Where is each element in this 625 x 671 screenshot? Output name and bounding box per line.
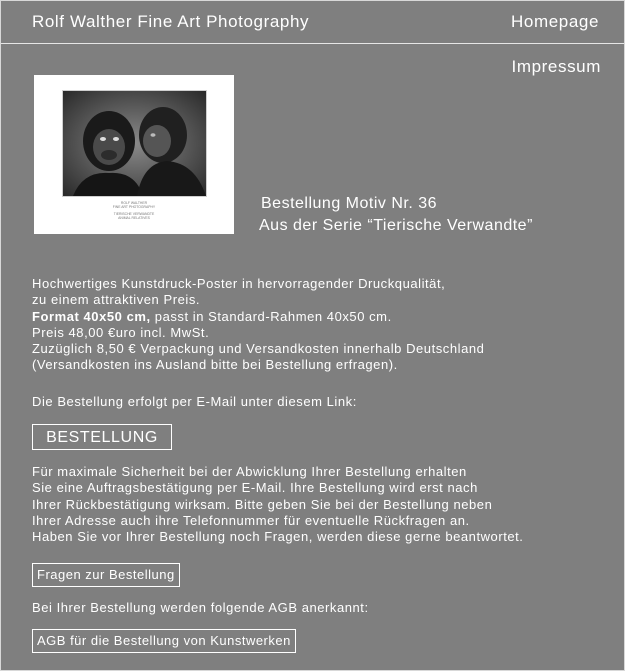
header-bar [1, 1, 624, 44]
poster-caption-sub: FINE ART PHOTOGRAPHY [112, 205, 156, 209]
security-info [32, 464, 523, 545]
product-description [32, 276, 484, 374]
order-link-intro: Die Bestellung erfolgt per E-Mail unter diesem Link: [32, 394, 357, 409]
poster-caption-series: TIERISCHE VERWANDTE [113, 212, 155, 216]
questions-button[interactable]: Fragen zur Bestellung [32, 563, 180, 587]
agb-button[interactable]: AGB für die Bestellung von Kunstwerken [32, 629, 296, 653]
bonobo-photo [62, 90, 207, 197]
description-format-line [32, 309, 484, 325]
security-line: Ihrer Adresse auch ihre Telefonnummer für eventuelle Rückfragen an. [32, 512, 470, 528]
nav-link-homepage[interactable]: Homepage [511, 12, 599, 31]
format-rest: passt in Standard-Rahmen 40x50 cm. [150, 308, 392, 324]
description-line: zu einem attraktiven Preis. [32, 292, 201, 308]
description-shipping-line: Zuzüglich 8,50 € Verpackung und Versandkosten innerhalb Deutschland [32, 341, 485, 357]
poster-caption-name: ROLF WALTHER [120, 201, 148, 205]
description-line: Hochwertiges Kunstdruck-Poster in hervorragender Druckqualität, [32, 276, 446, 291]
order-series: Aus der Serie “Tierische Verwandte” [259, 217, 533, 234]
poster-preview [34, 75, 234, 234]
security-line: Haben Sie vor Ihrer Bestellung noch Fragen, werden diese gerne beantwortet. [32, 529, 524, 545]
description-price-line: Preis 48,00 €uro incl. MwSt. [32, 324, 210, 340]
order-title: Bestellung Motiv Nr. 36 [261, 195, 438, 212]
order-button[interactable]: BESTELLUNG [32, 424, 172, 450]
site-title: Rolf Walther Fine Art Photography [32, 12, 310, 31]
format-bold: Format 40x50 cm, [32, 308, 151, 324]
security-line: Sie eine Auftragsbestätigung per E-Mail. Ihre Bestellung wird erst nach [32, 480, 478, 496]
description-shipping-abroad-line: (Versandkosten ins Ausland bitte bei Bestellung erfragen). [32, 357, 398, 373]
bonobo-photo-image [63, 91, 206, 196]
security-line: Ihrer Rückbestätigung wirksam. Bitte geben Sie bei der Bestellung neben [32, 496, 493, 512]
agb-intro: Bei Ihrer Bestellung werden folgende AGB anerkannt: [32, 600, 369, 615]
security-line: Für maximale Sicherheit bei der Abwicklung Ihrer Bestellung erhalten [32, 464, 467, 479]
nav-link-impressum[interactable]: Impressum [511, 57, 601, 76]
poster-caption-series-en: ANIMAL RELATIVES [118, 216, 150, 220]
